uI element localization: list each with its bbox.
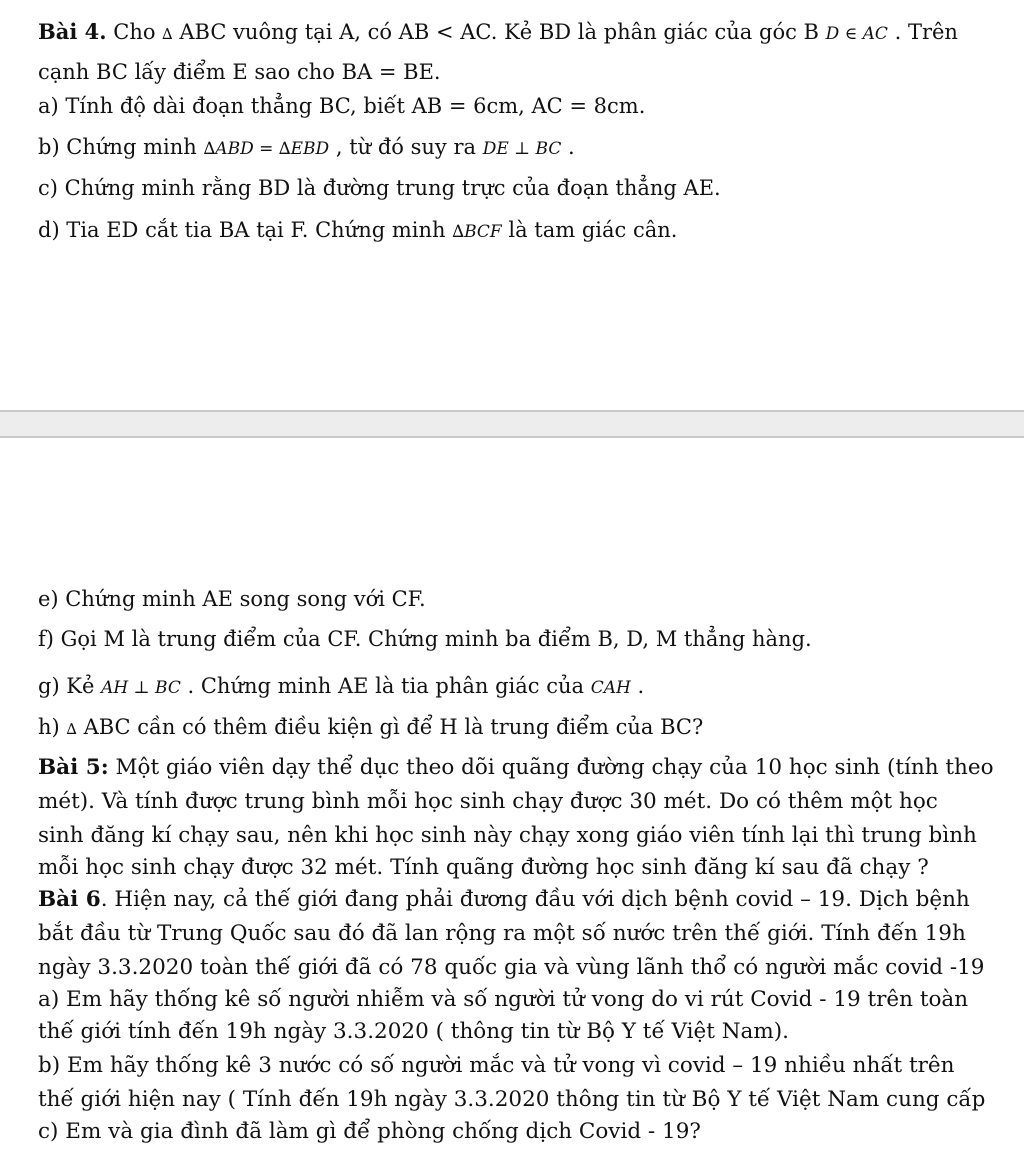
bai6-part-a-line-2: thế giới tính đến 19h ngày 3.3.2020 ( thông tin từ Bộ Y tế Việt Nam). — [38, 1019, 789, 1044]
bai4-label: Bài 4. — [38, 19, 107, 44]
bai6-part-a-line-1: a) Em hãy thống kê số người nhiễm và số người tử vong do vi rút Covid - 19 trên toàn — [38, 987, 969, 1012]
bai6-part-c: c) Em và gia đình đã làm gì để phòng chống dịch Covid - 19? — [38, 1119, 701, 1144]
bai4-part-a: a) Tính độ dài đoạn thẳng BC, biết AB = 6cm, AC = 8cm. — [38, 94, 646, 118]
triangle-symbol: ∆ — [162, 25, 173, 43]
bai5-line-1: Bài 5: Một giáo viên dạy thể dục theo dõi quãng đường chạy của 10 học sinh (tính theo — [38, 755, 994, 780]
triangle-symbol: ∆ — [66, 720, 77, 738]
page-top — [0, 0, 1024, 410]
math-triangle-bcf: ∆BCF — [452, 222, 502, 242]
math-d-in-ac: D ∈ AC — [825, 24, 888, 44]
page-separator — [0, 410, 1024, 438]
bai4-line-2: cạnh BC lấy điểm E sao cho BA = BE. — [38, 60, 441, 84]
bai6-line-2: bắt đầu từ Trung Quốc sau đó đã lan rộng ra một số nước trên thế giới. Tính đến 19h — [38, 921, 966, 946]
bai5-label: Bài 5: — [38, 755, 109, 780]
bai6-line-1: Bài 6. Hiện nay, cả thế giới đang phải đương đầu với dịch bệnh covid – 19. Dịch bệnh — [38, 887, 970, 912]
math-angle-cah: CAH — [590, 678, 631, 698]
bai4-part-d: d) Tia ED cắt tia BA tại F. Chứng minh ∆BCF là tam giác cân. — [38, 218, 678, 242]
math-de-perp-bc: DE ⊥ BC — [482, 139, 562, 159]
bai6-part-b-line-2: thế giới hiện nay ( Tính đến 19h ngày 3.3.2020 thông tin từ Bộ Y tế Việt Nam cung cấp — [38, 1087, 986, 1112]
bai6-line-3: ngày 3.3.2020 toàn thế giới đã có 78 quốc gia và vùng lãnh thổ có người mắc covid -19 — [38, 955, 985, 980]
bai5-line-4: mỗi học sinh chạy được 32 mét. Tính quãng đường học sinh đăng kí sau đã chạy ? — [38, 855, 929, 880]
bai4-part-c: c) Chứng minh rằng BD là đường trung trực của đoạn thẳng AE. — [38, 176, 721, 200]
bai5-line-3: sinh đăng kí chạy sau, nên khi học sinh này chạy xong giáo viên tính lại thì trung bình — [38, 823, 977, 848]
math-ah-perp-bc: AH ⊥ BC — [101, 678, 181, 698]
bai4-part-e: e) Chứng minh AE song song với CF. — [38, 587, 426, 611]
bai4-line-1: Bài 4. Cho ∆ ABC vuông tại A, có AB < AC. Kẻ BD là phân giác của góc B D ∈ AC . Trên — [38, 19, 958, 44]
bai4-part-h: h) ∆ ABC cần có thêm điều kiện gì để H là trung điểm của BC? — [38, 715, 704, 739]
bai5-line-2: mét). Và tính được trung bình mỗi học sinh chạy được 30 mét. Do có thêm một học — [38, 789, 938, 814]
bai6-part-b-line-1: b) Em hãy thống kê 3 nước có số người mắc và tử vong vì covid – 19 nhiều nhất trên — [38, 1053, 955, 1078]
bai6-label: Bài 6 — [38, 887, 101, 912]
bai4-part-b: b) Chứng minh ∆ABD = ∆EBD , từ đó suy ra DE ⊥ BC . — [38, 135, 575, 159]
bai4-part-f: f) Gọi M là trung điểm của CF. Chứng minh ba điểm B, D, M thẳng hàng. — [38, 627, 812, 651]
math-congruent-triangles: ∆ABD = ∆EBD — [203, 139, 330, 159]
page-bottom — [0, 438, 1024, 1176]
bai4-part-g: g) Kẻ AH ⊥ BC . Chứng minh AE là tia phân giác của CAH . — [38, 674, 645, 698]
